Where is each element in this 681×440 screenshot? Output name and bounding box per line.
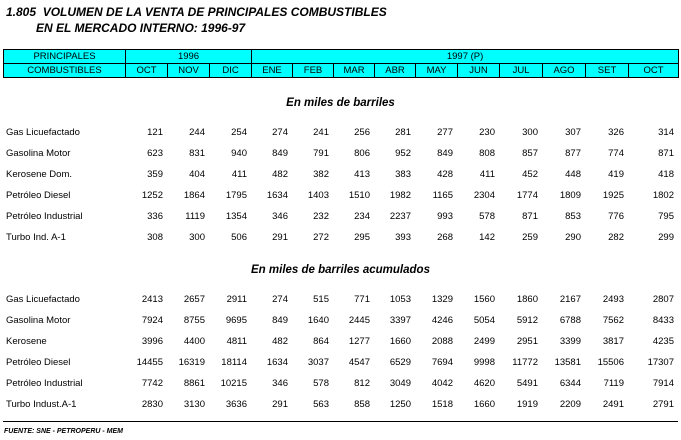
table-cell: 1982 [389, 190, 411, 201]
table-cell: 1925 [602, 190, 624, 201]
source-note: FUENTE: SNE - PETROPERU - MEM [4, 428, 124, 435]
table-cell: 853 [565, 211, 581, 222]
table-subtitle: EN EL MERCADO INTERNO: 1996-97 [36, 21, 246, 35]
table-cell: 359 [147, 169, 163, 180]
table-cell: 4246 [431, 315, 453, 326]
header-label-combustibles: COMBUSTIBLES [4, 64, 126, 78]
table-cell: 7742 [141, 378, 163, 389]
table-cell: 806 [354, 148, 370, 159]
table-cell: 346 [272, 378, 288, 389]
table-cell: 9695 [225, 315, 247, 326]
table-cell: 791 [313, 148, 329, 159]
table-cell: 295 [354, 232, 370, 243]
table-cell: 274 [272, 294, 288, 305]
table-cell: 1864 [183, 190, 205, 201]
table-cell: 1640 [307, 315, 329, 326]
table-cell: 2807 [652, 294, 674, 305]
table-cell: 1252 [141, 190, 163, 201]
table-cell: 1860 [516, 294, 538, 305]
table-cell: 4235 [652, 336, 674, 347]
table-cell: 5491 [516, 378, 538, 389]
row-label: Petróleo Diesel [6, 190, 71, 201]
header-month: JUL [500, 64, 543, 78]
table-cell: 2167 [559, 294, 581, 305]
table-row [3, 310, 678, 331]
row-label: Gasolina Motor [6, 148, 71, 159]
table-cell: 482 [272, 336, 288, 347]
table-row [3, 122, 678, 143]
header-label-principales: PRINCIPALES [4, 50, 126, 64]
table-cell: 17307 [647, 357, 674, 368]
table-cell: 346 [272, 211, 288, 222]
table-cell: 268 [437, 232, 453, 243]
table-cell: 7119 [603, 378, 624, 389]
table-cell: 1250 [389, 399, 411, 410]
table-row [3, 143, 678, 164]
table-cell: 274 [272, 127, 288, 138]
table-cell: 1053 [389, 294, 411, 305]
table-cell: 13581 [554, 357, 581, 368]
table-cell: 272 [313, 232, 329, 243]
table-cell: 1277 [348, 336, 370, 347]
table-cell: 2304 [473, 190, 495, 201]
table-row [3, 352, 678, 373]
header-month: JUN [458, 64, 500, 78]
table-cell: 413 [354, 169, 370, 180]
table-row [3, 331, 678, 352]
table-cell: 307 [565, 127, 581, 138]
table-row [3, 394, 678, 415]
row-label: Kerosene [6, 336, 47, 347]
table-cell: 1165 [432, 190, 453, 201]
table-cell: 1403 [307, 190, 329, 201]
table-cell: 428 [437, 169, 453, 180]
table-cell: 241 [313, 127, 329, 138]
table-cell: 1510 [348, 190, 370, 201]
table-cell: 515 [313, 294, 329, 305]
table-cell: 1354 [225, 211, 247, 222]
table-cell: 1634 [266, 357, 288, 368]
row-label: Gasolina Motor [6, 315, 71, 326]
table-cell: 858 [354, 399, 370, 410]
table-cell: 563 [313, 399, 329, 410]
table-cell: 3037 [307, 357, 329, 368]
header-month: OCT [126, 64, 168, 78]
table-cell: 382 [313, 169, 329, 180]
table-cell: 849 [272, 315, 288, 326]
table-cell: 326 [608, 127, 624, 138]
table-cell: 771 [354, 294, 370, 305]
table-cell: 256 [354, 127, 370, 138]
header-month: DIC [210, 64, 252, 78]
bottom-divider [3, 421, 678, 422]
header-month: OCT [629, 64, 679, 78]
table-cell: 774 [608, 148, 624, 159]
table-cell: 282 [608, 232, 624, 243]
table-cell: 2413 [141, 294, 163, 305]
table-cell: 877 [565, 148, 581, 159]
table-cell: 940 [231, 148, 247, 159]
table-cell: 776 [608, 211, 624, 222]
table-cell: 232 [313, 211, 329, 222]
table-cell: 300 [522, 127, 538, 138]
table-cell: 10215 [220, 378, 247, 389]
table-cell: 3397 [389, 315, 411, 326]
table-cell: 849 [437, 148, 453, 159]
table-cell: 1809 [559, 190, 581, 201]
table-cell: 3996 [141, 336, 163, 347]
table-cell: 4042 [431, 378, 453, 389]
data-table-barriles [3, 122, 678, 248]
header-month: MAR [334, 64, 375, 78]
row-label: Kerosene Dom. [6, 169, 73, 180]
table-cell: 871 [658, 148, 674, 159]
table-cell: 1774 [516, 190, 538, 201]
table-cell: 1560 [473, 294, 495, 305]
table-cell: 300 [189, 232, 205, 243]
table-cell: 299 [658, 232, 674, 243]
table-row [3, 289, 678, 310]
table-cell: 383 [395, 169, 411, 180]
table-cell: 1634 [266, 190, 288, 201]
table-cell: 1119 [185, 211, 205, 222]
header-year-1997: 1997 (P) [252, 50, 679, 64]
header-month: ABR [375, 64, 416, 78]
table-cell: 11772 [512, 357, 538, 368]
table-row [3, 206, 678, 227]
table-cell: 1329 [431, 294, 453, 305]
section-title-barriles: En miles de barriles [286, 97, 395, 109]
table-cell: 230 [479, 127, 495, 138]
table-cell: 1518 [431, 399, 453, 410]
header-year-1996: 1996 [126, 50, 252, 64]
table-cell: 259 [522, 232, 538, 243]
table-cell: 871 [522, 211, 538, 222]
table-cell: 1660 [473, 399, 495, 410]
table-cell: 18114 [221, 357, 247, 368]
table-row [3, 164, 678, 185]
table-cell: 4620 [473, 378, 495, 389]
table-cell: 1795 [225, 190, 247, 201]
table-cell: 336 [147, 211, 163, 222]
header-month: ENE [252, 64, 293, 78]
header-month: FEB [293, 64, 334, 78]
table-cell: 857 [522, 148, 538, 159]
table-cell: 7924 [141, 315, 163, 326]
section-title-acumulados: En miles de barriles acumulados [251, 264, 430, 276]
table-cell: 7914 [652, 378, 674, 389]
row-label: Petróleo Industrial [6, 378, 83, 389]
table-cell: 121 [147, 127, 163, 138]
table-cell: 2830 [141, 399, 163, 410]
table-cell: 849 [272, 148, 288, 159]
column-header [3, 49, 679, 78]
table-cell: 7694 [431, 357, 453, 368]
table-cell: 277 [437, 127, 453, 138]
table-cell: 291 [272, 232, 288, 243]
table-cell: 4400 [183, 336, 205, 347]
row-label: Turbo Ind. A-1 [6, 232, 66, 243]
table-cell: 5054 [473, 315, 495, 326]
table-cell: 1802 [652, 190, 674, 201]
table-cell: 506 [231, 232, 247, 243]
table-cell: 6344 [559, 378, 581, 389]
header-month: SET [586, 64, 629, 78]
table-cell: 411 [479, 169, 495, 180]
header-month: AGO [543, 64, 586, 78]
table-cell: 3399 [559, 336, 581, 347]
table-cell: 291 [272, 399, 288, 410]
table-cell: 3817 [602, 336, 624, 347]
table-cell: 314 [658, 127, 674, 138]
table-cell: 7562 [602, 315, 624, 326]
table-cell: 142 [479, 232, 495, 243]
table-cell: 3049 [389, 378, 411, 389]
table-cell: 952 [395, 148, 411, 159]
table-cell: 2499 [473, 336, 495, 347]
table-title: 1.805 VOLUMEN DE LA VENTA DE PRINCIPALES COMBUSTIBLES [6, 5, 387, 19]
table-cell: 254 [231, 127, 247, 138]
table-cell: 6788 [559, 315, 581, 326]
table-cell: 4811 [226, 336, 247, 347]
table-cell: 623 [147, 148, 163, 159]
table-cell: 2445 [348, 315, 370, 326]
row-label: Gas Licuefactado [6, 294, 80, 305]
table-cell: 2951 [516, 336, 538, 347]
row-label: Turbo Indust.A-1 [6, 399, 77, 410]
table-cell: 812 [354, 378, 370, 389]
table-cell: 281 [395, 127, 411, 138]
table-cell: 411 [231, 169, 247, 180]
table-cell: 8755 [183, 315, 205, 326]
table-cell: 16319 [178, 357, 205, 368]
table-row [3, 227, 678, 248]
table-cell: 2493 [602, 294, 624, 305]
header-month: NOV [168, 64, 210, 78]
table-cell: 4547 [348, 357, 370, 368]
table-cell: 15506 [597, 357, 624, 368]
table-cell: 2237 [389, 211, 411, 222]
table-row [3, 185, 678, 206]
table-cell: 2209 [559, 399, 581, 410]
table-cell: 244 [189, 127, 205, 138]
table-cell: 418 [658, 169, 674, 180]
table-cell: 2491 [602, 399, 624, 410]
table-cell: 448 [565, 169, 581, 180]
table-cell: 8433 [652, 315, 674, 326]
table-cell: 808 [479, 148, 495, 159]
table-cell: 290 [565, 232, 581, 243]
table-cell: 308 [147, 232, 163, 243]
table-cell: 1660 [389, 336, 411, 347]
table-cell: 578 [313, 378, 329, 389]
table-cell: 9998 [473, 357, 495, 368]
table-cell: 2657 [183, 294, 205, 305]
row-label: Petróleo Industrial [6, 211, 83, 222]
header-month: MAY [416, 64, 458, 78]
table-cell: 578 [479, 211, 495, 222]
table-cell: 864 [313, 336, 329, 347]
table-cell: 1919 [516, 399, 538, 410]
row-label: Gas Licuefactado [6, 127, 80, 138]
table-cell: 2791 [652, 399, 674, 410]
table-cell: 8861 [183, 378, 205, 389]
table-cell: 831 [189, 148, 205, 159]
table-cell: 795 [658, 211, 674, 222]
table-row [3, 373, 678, 394]
table-cell: 452 [522, 169, 538, 180]
row-label: Petróleo Diesel [6, 357, 71, 368]
table-cell: 993 [437, 211, 453, 222]
table-cell: 2911 [226, 294, 247, 305]
table-cell: 3130 [183, 399, 205, 410]
table-cell: 393 [395, 232, 411, 243]
table-cell: 2088 [431, 336, 453, 347]
table-cell: 234 [354, 211, 370, 222]
table-cell: 6529 [389, 357, 411, 368]
table-cell: 404 [189, 169, 205, 180]
table-cell: 3636 [225, 399, 247, 410]
table-cell: 5912 [516, 315, 538, 326]
table-cell: 419 [608, 169, 624, 180]
table-cell: 482 [272, 169, 288, 180]
table-cell: 14455 [136, 357, 163, 368]
data-table-acumulados [3, 289, 678, 415]
